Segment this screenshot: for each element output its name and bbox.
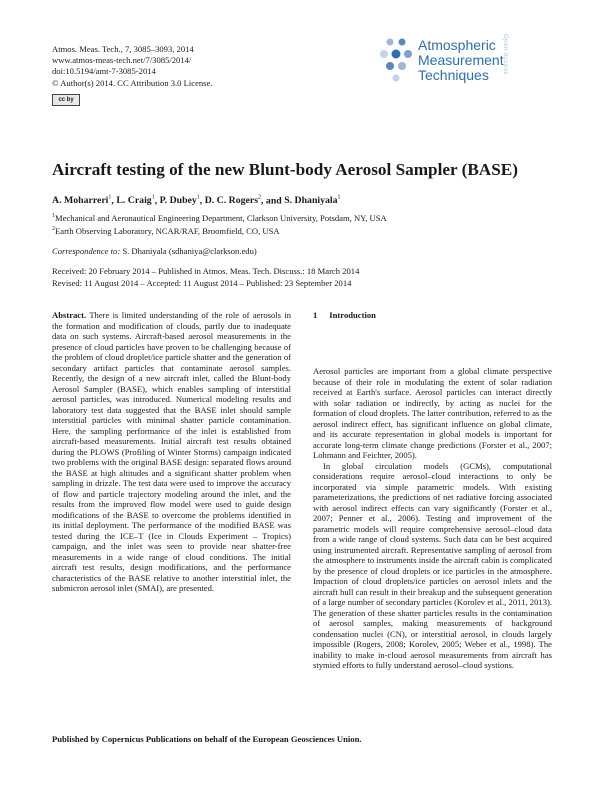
citation: Atmos. Meas. Tech., 7, 3085–3093, 2014 bbox=[52, 44, 194, 54]
section-number: 1 bbox=[313, 310, 318, 320]
affiliation: $^1$Mechanical and Aeronautical Engineering Department, Clarkson University, Potsdam, NY, USA bbox=[52, 212, 387, 223]
journal-name bbox=[418, 38, 504, 83]
paragraph: Aerosol particles are important from a global climate perspective because of their role in modulating the extent of solar radiation received at Earth's surface. Aerosol particles can interact directly with solar radiation or indirectly, by acting as nuclei for the formation of cloud droplets. The latter contribution, referred to as the aerosol indirect effect, has significant influence on global climate, and its accurate representation in global models is important for accurate long-term climate change predictions (Forster et al., 2007; Lohmann and Feichter, 2005). bbox=[313, 366, 552, 460]
dates-received: Received: 20 February 2014 – Published in Atmos. Meas. Tech. Discuss.: 18 March 2014 bbox=[52, 266, 360, 276]
publisher-footer: Published by Copernicus Publications on behalf of the European Geosciences Union. bbox=[52, 734, 362, 744]
author: S. Dhaniyala$^1$ bbox=[284, 195, 341, 207]
affiliations bbox=[52, 211, 387, 238]
journal-logo-icon bbox=[376, 34, 416, 86]
journal-logo bbox=[376, 30, 516, 102]
affiliation: $^2$Earth Observing Laboratory, NCAR/RAF, Broomfield, CO, USA bbox=[52, 226, 280, 237]
section-title: Introduction bbox=[329, 310, 376, 320]
paragraph: In global circulation models (GCMs), computational considerations require aerosol–cloud interactions to only be incorporated via simple parametric models. With existing parameterizations, the predictions of net radiative forcing associated with aerosol indirect effects can vary significantly (Forster et al., 2007; Penner et al., 2006). Testing and improvement of the parametric models will require comprehensive aerosol–cloud data from a wide range of cloud systems. Such data can be best acquired using instrumented aircraft. Representative sampling of aerosol from the atmosphere to instruments inside the aircraft cabin is complicated by the presence of cloud droplets or ice particles in the atmosphere. Impaction of cloud droplets/ice particles on aerosol inlets and the aircraft hull can result in their breakup and the subsequent generation of a large number of secondary particles (Korolev et al., 2011, 2013). The generation of these shatter particles results in the contamination of aerosol samples, making measurements of background condensation nuclei (CN), or interstitial aerosol, in clouds largely impossible (Rogers, 2008; Korolev, 2005; Weber et al., 1998). The inability to make in-cloud aerosol measurements from aircraft has stymied efforts to fully understand aerosol–cloud systions. bbox=[313, 460, 552, 670]
dates-revised: Revised: 11 August 2014 – Accepted: 11 August 2014 – Published: 23 September 2014 bbox=[52, 277, 352, 288]
article-url[interactable]: www.atmos-meas-tech.net/7/3085/2014/ bbox=[52, 55, 192, 66]
author: D. C. Rogers$^2$ bbox=[204, 195, 262, 207]
doi[interactable]: doi:10.5194/amt-7-3085-2014 bbox=[52, 66, 156, 77]
author: P. Dubey$^1$ bbox=[159, 195, 200, 207]
abstract-text: There is limited understanding of the role of aerosols in the formation and modification of clouds, partly due to inadequate data on such systems. Aircraft-based aerosol measurements in the presence of cloud particles have proven to be challenging because of the problem of cloud droplet/ice particle shatter and the generation of secondary artifact particles that contaminate aerosol samples. Recently, the design of a new aircraft inlet, called the Blunt-body Aerosol Sampler (BASE), which enables sampling of interstitial aerosol particles, was introduced. Numerical modeling results and laboratory test data suggested that the BASE inlet should sample interstitial particles with minimal shatter particle contamination. Here, the sampling performance of the inlet is established from aircraft-based measurements. Initial aircraft test results obtained during the PLOWS (Profiling of Winter Storms) campaign indicated two problems with the original BASE design: separated flows around the BASE at high altitudes and a significant shatter problem when sampling in drizzle. The test data were used to improve the accuracy of flow and particle trajectory modeling around the inlet, and the results from the improved flow model were used to guide design modifications of the BASE to overcome the problems identified in its initial deployment. The performance of the modified BASE was tested during the ICE–T (Ice in Clouds Experiment – Tropics) campaign, and the inlet was seen to provide near shatter-free measurements in a wide range of cloud conditions. The initial aircraft test results, design modifications, and the performance characteristics of the BASE relative to another interstitial inlet, the submicron aerosol inlet (SMAI), are presented. bbox=[52, 310, 291, 593]
correspondence-label: Correspondence to: bbox=[52, 246, 121, 256]
abstract-label: Abstract. bbox=[52, 310, 87, 320]
author: A. Moharreri$^1$ bbox=[52, 195, 112, 207]
journal-name-line: Techniques bbox=[418, 67, 489, 83]
copyright: © Author(s) 2014. CC Attribution 3.0 License. bbox=[52, 77, 213, 88]
open-access-label: Open Access bbox=[502, 34, 508, 75]
journal-name-line: Measurement bbox=[418, 52, 504, 68]
correspondence-contact[interactable]: S. Dhaniyala (sdhaniya@clarkson.edu) bbox=[122, 246, 257, 256]
section-heading-introduction bbox=[313, 310, 376, 320]
article-title: Aircraft testing of the new Blunt-body Aerosol Sampler (BASE) bbox=[52, 160, 518, 179]
author-list: A. Moharreri$^1$, L. Craig$^1$, P. Dubey$^1$, D. C. Rogers$^2$, and S. Dhaniyala$^1$ bbox=[52, 195, 341, 207]
abstract bbox=[52, 310, 291, 594]
author: L. Craig$^1$ bbox=[116, 195, 155, 207]
introduction-body bbox=[313, 366, 552, 671]
cc-license-badge: cc by bbox=[52, 94, 80, 106]
publication-dates bbox=[52, 266, 359, 289]
article-metadata bbox=[52, 44, 213, 89]
correspondence bbox=[52, 246, 257, 256]
journal-name-line: Atmospheric bbox=[418, 37, 496, 53]
